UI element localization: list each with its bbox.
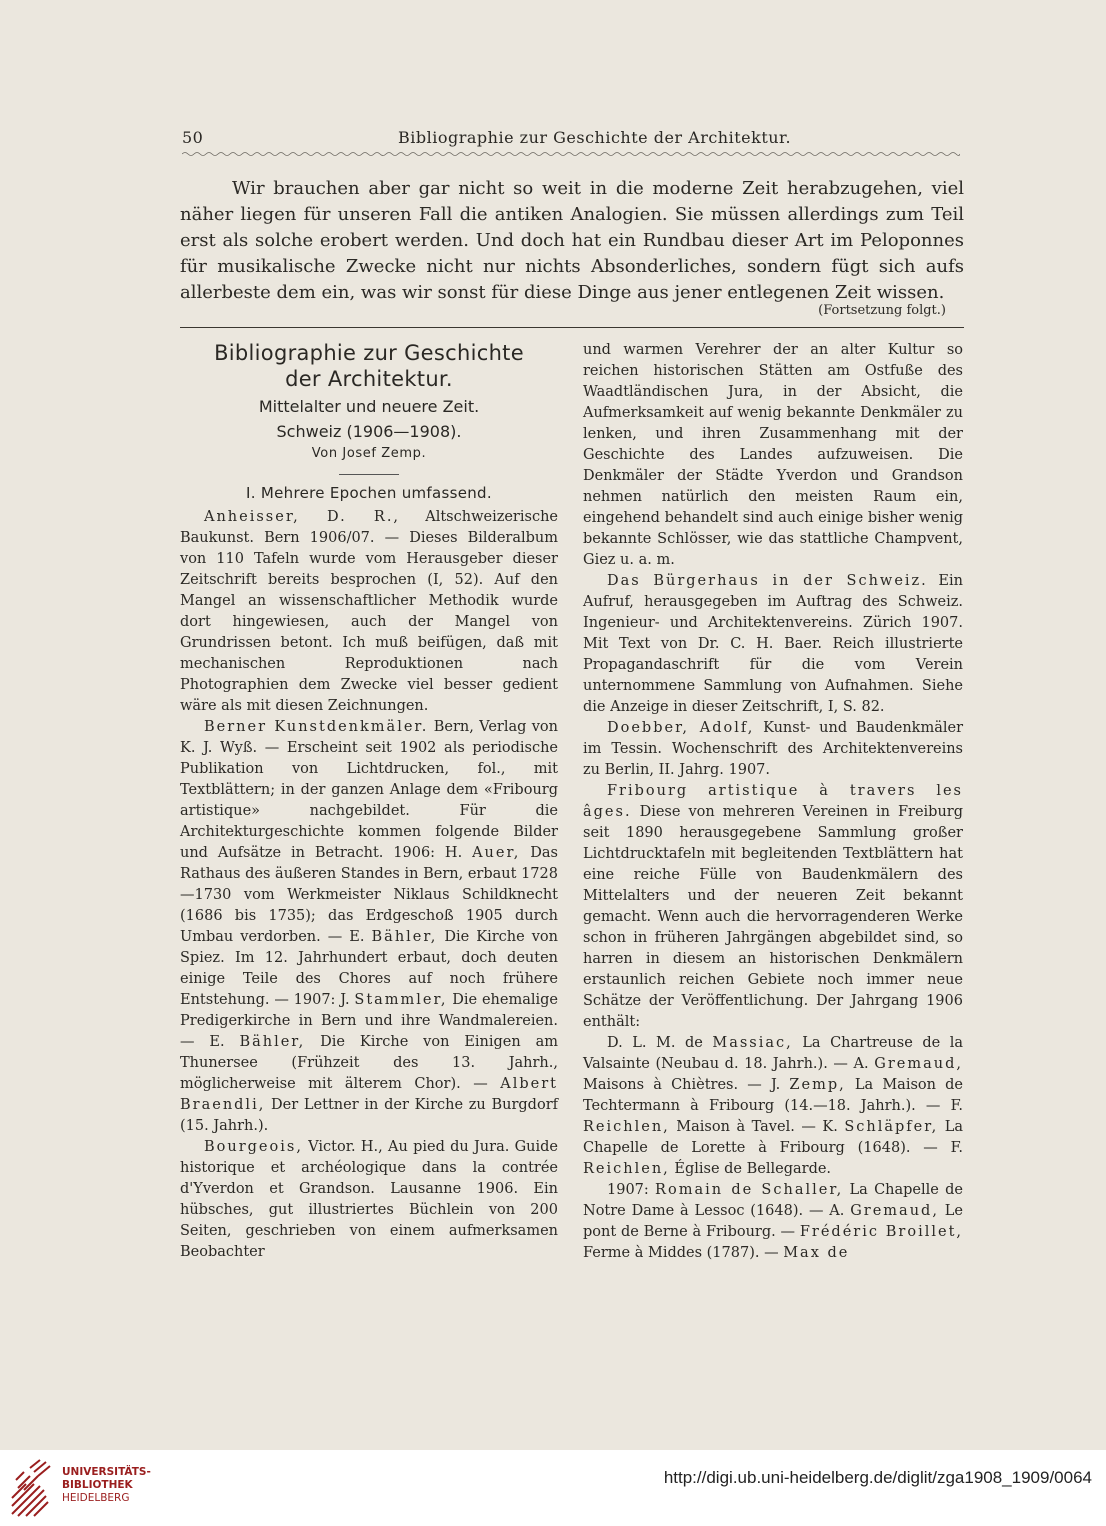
entry-berner-kunstdenkmaeler bbox=[180, 717, 558, 1137]
left-body bbox=[180, 507, 558, 1263]
entry-author: Reichlen, bbox=[583, 1119, 670, 1135]
entry-author: Das Bürgerhaus in der Schweiz. bbox=[607, 573, 928, 589]
entry-text: Victor. H., Au pied du Jura. Guide historique et archéologique dans la contrée d'Yverdon et Grandson. Lausanne 1906. Ein hübsches, gut illustriertes Büchlein von 200 Seiten, geschrieben von einem aufmerksamen Beobachter bbox=[180, 1139, 558, 1260]
entry-author: Zemp, bbox=[789, 1077, 846, 1093]
entry-bourgeois-continued: und warmen Verehrer der an alter Kultur so reichen historischen Stätten am Ostfuße des Waadtländischen Jura, in der Absicht, die Aufmerksamkeit auf wenig bekannte Denkmäler zu lenken, und ihren Zusammenhang mit der Geschichte des Landes aufzuweisen. Die Denkmäler der Städte Yverdon und Grandson nehmen natürlich den meisten Raum ein, eingehend behandelt sind auch einige bisher wenig bekannte Schlösser, wie das stattliche Champvent, Giez u. a. m. bbox=[583, 342, 963, 568]
entry-text: Maisons à Chiètres. — J. bbox=[583, 1077, 790, 1093]
article-subtitle-region: Schweiz (1906—1908). bbox=[276, 422, 462, 441]
entry-1906-contents bbox=[583, 1033, 963, 1180]
entry-buergerhaus bbox=[583, 571, 963, 718]
entry-author: Albert Braendli, bbox=[180, 1076, 558, 1113]
entry-text: Altschweizerische Baukunst. Bern 1906/07. — Dieses Bilderalbum von 110 Tafeln wurde vom Herausgeber dieser Zeitschrift bereits besprochen (I, 52). Auf den Mangel an wissenschaftlicher Methodik wurde dort hingewiesen, auch der Mangel von Grundrissen betont. Ich muß beifügen, daß mit mechanischen Reproduktionen nach Photographien dem Zwecke viel besser gedient wäre als mit diesen Zeichnungen. bbox=[180, 509, 558, 714]
section-divider bbox=[180, 327, 964, 328]
entry-author: Massiac, bbox=[712, 1035, 793, 1051]
entry-text: Bern, Verlag von K. J. Wyß. — Erscheint seit 1902 als periodische Publikation von Lichtdrucken, fol., mit Textblättern; in der ganzen Anlage dem «Fribourg artistique» nachgebildet. Für die Architekturgeschichte kommen folgende Bilder und Aufsätze in Betracht. 1906: H. bbox=[180, 719, 558, 861]
intro-paragraph: Wir brauchen aber gar nicht so weit in die moderne Zeit herabzugehen, viel näher liegen für unseren Fall die antiken Analogien. Sie müssen allerdings zum Teil erst als solche erobert werden. Und doch hat ein Rundbau dieser Art im Peloponnes für musikalische Zwecke nicht nur nichts Absonderliches, sondern fügt sich aufs allerbeste dem ein, was wir sonst für diese Dinge aus jener entlegenen Zeit wissen. bbox=[180, 178, 964, 303]
library-name-line1: UNIVERSITÄTS- bbox=[62, 1466, 151, 1478]
entry-text: Diese von mehreren Vereinen in Freiburg seit 1890 herausgegebene Sammlung großer Lichtdrucktafeln mit begleitenden Textblättern hat eine reiche Fülle von Baudenkmälern des Mittelalters und der neueren Zeit bekannt gemacht. Wenn auch die hervorragenderen Werke schon in früheren Jahrgängen abgebildet sind, so harren in diesem an historischen Denkmälern erstaunlich reichen Gebiete noch immer neue Schätze der Veröffentlichung. Der Jahrgang 1906 enthält: bbox=[583, 804, 963, 1030]
entry-author: Gremaud, bbox=[850, 1203, 939, 1219]
entry-author: Bähler, bbox=[239, 1034, 306, 1050]
entry-text: Le pont de Berne à Fribourg. — bbox=[583, 1203, 963, 1240]
entry-text: La Maison de Techtermann à Fribourg (14.—18. Jahrh.). — F. bbox=[583, 1077, 964, 1114]
entry-text: La Chartreuse de la Valsainte (Neubau d. 18. Jahrh.). — A. bbox=[583, 1035, 963, 1072]
section-heading: I. Mehrere Epochen umfassend. bbox=[246, 484, 492, 502]
entry-author: Auer, bbox=[472, 845, 521, 861]
permalink-url[interactable]: http://digi.ub.uni-heidelberg.de/diglit/zga1908_1909/0064 bbox=[663, 1468, 1092, 1487]
page-number: 50 bbox=[182, 128, 204, 147]
entry-author: Frédéric Broillet, bbox=[799, 1224, 964, 1240]
library-name bbox=[62, 1466, 151, 1505]
entry-text: Die Kirche von Einigen am Thunersee (Frühzeit des 13. Jahrh., möglicherweise mit älterem Chor). — bbox=[180, 1034, 558, 1092]
entry-text: Die ehemalige Predigerkirche in Bern und ihre Wandmalereien. — E. bbox=[180, 992, 558, 1050]
wavy-rule bbox=[182, 150, 960, 158]
continued-note: (Fortsetzung folgt.) bbox=[818, 303, 946, 318]
article-subtitle-period: Mittelalter und neuere Zeit. bbox=[258, 397, 480, 416]
article-title-line1: Bibliographie zur Geschichte bbox=[214, 341, 524, 365]
left-column bbox=[180, 340, 558, 1263]
entry-1907-contents bbox=[583, 1180, 963, 1264]
intro-text bbox=[180, 176, 964, 306]
entry-author: Gremaud, bbox=[874, 1056, 963, 1072]
entry-text: Der Lettner in der Kirche zu Burgdorf (15. Jahrh.). bbox=[180, 1097, 558, 1134]
entry-author: Bourgeois, bbox=[204, 1139, 303, 1155]
entry-text: Ferme à Middes (1787). — bbox=[583, 1245, 784, 1261]
entry-author: Anheisser, D. R., bbox=[204, 509, 401, 525]
article-author: Von Josef Zemp. bbox=[311, 446, 427, 461]
entry-text: La Chapelle de Lorette à Fribourg (1648). — F. bbox=[583, 1119, 963, 1156]
entry-text: Das Rathaus des äußeren Standes in Bern, erbaut 1728—1730 vom Werkmeister Niklaus Schildknecht (1686 bis 1735); das Erdgeschoß 1905 durch Umbau verdorben. — E. bbox=[180, 845, 558, 945]
right-body bbox=[583, 340, 963, 1264]
library-footer bbox=[0, 1450, 1106, 1526]
right-column bbox=[583, 340, 963, 1264]
entry-text: Die Kirche von Spiez. Im 12. Jahrhundert erbaut, doch deuten einige Teile des Chores auf noch frühere Entstehung. — 1907: J. bbox=[180, 929, 558, 1008]
entry-author: Doebber, Adolf, bbox=[607, 720, 755, 736]
entry-text: La Chapelle de Notre Dame à Lessoc (1648). — A. bbox=[583, 1182, 963, 1219]
entry-author: Fribourg artistique à travers les âges. bbox=[583, 783, 963, 820]
entry-bourgeois bbox=[180, 1137, 558, 1263]
heading-rule bbox=[339, 474, 399, 475]
entry-author: Romain de Schaller, bbox=[655, 1182, 844, 1198]
entry-author: Reichlen, bbox=[583, 1161, 670, 1177]
entry-text: Église de Bellegarde. bbox=[669, 1161, 832, 1177]
university-library-logo-icon bbox=[10, 1458, 52, 1518]
entry-anheisser bbox=[180, 507, 558, 717]
article-heading bbox=[180, 340, 558, 503]
article-title-line2: der Architektur. bbox=[285, 367, 453, 391]
library-name-line3: HEIDELBERG bbox=[62, 1492, 130, 1504]
library-name-line2: BIBLIOTHEK bbox=[62, 1479, 133, 1491]
entry-author: Bähler, bbox=[371, 929, 438, 945]
entry-doebber bbox=[583, 718, 963, 781]
entry-text: D. L. M. de bbox=[607, 1035, 713, 1051]
entry-text: Kunst- und Baudenkmäler im Tessin. Wochenschrift des Architektenvereins zu Berlin, II. Jahrg. 1907. bbox=[583, 720, 963, 778]
entry-author: Schläpfer, bbox=[844, 1119, 939, 1135]
entry-text: Ein Aufruf, herausgegeben im Auftrag des Schweiz. Ingenieur- und Architektenvereins. Zürich 1907. Mit Text von Dr. C. H. Baer. Reich illustrierte Propagandaschrift für die vom Verein unternommene Sammlung von Aufnahmen. Siehe die Anzeige in dieser Zeitschrift, I, S. 82. bbox=[583, 573, 963, 715]
running-head-title: Bibliographie zur Geschichte der Architektur. bbox=[398, 128, 792, 147]
entry-author: Stammler, bbox=[354, 992, 448, 1008]
entry-author: Max de bbox=[783, 1245, 850, 1261]
entry-text: Maison à Tavel. — K. bbox=[669, 1119, 845, 1135]
entry-author: Berner Kunstdenkmäler. bbox=[204, 719, 429, 735]
entry-fribourg-artistique bbox=[583, 781, 963, 1033]
entry-text: 1907: bbox=[607, 1182, 656, 1198]
